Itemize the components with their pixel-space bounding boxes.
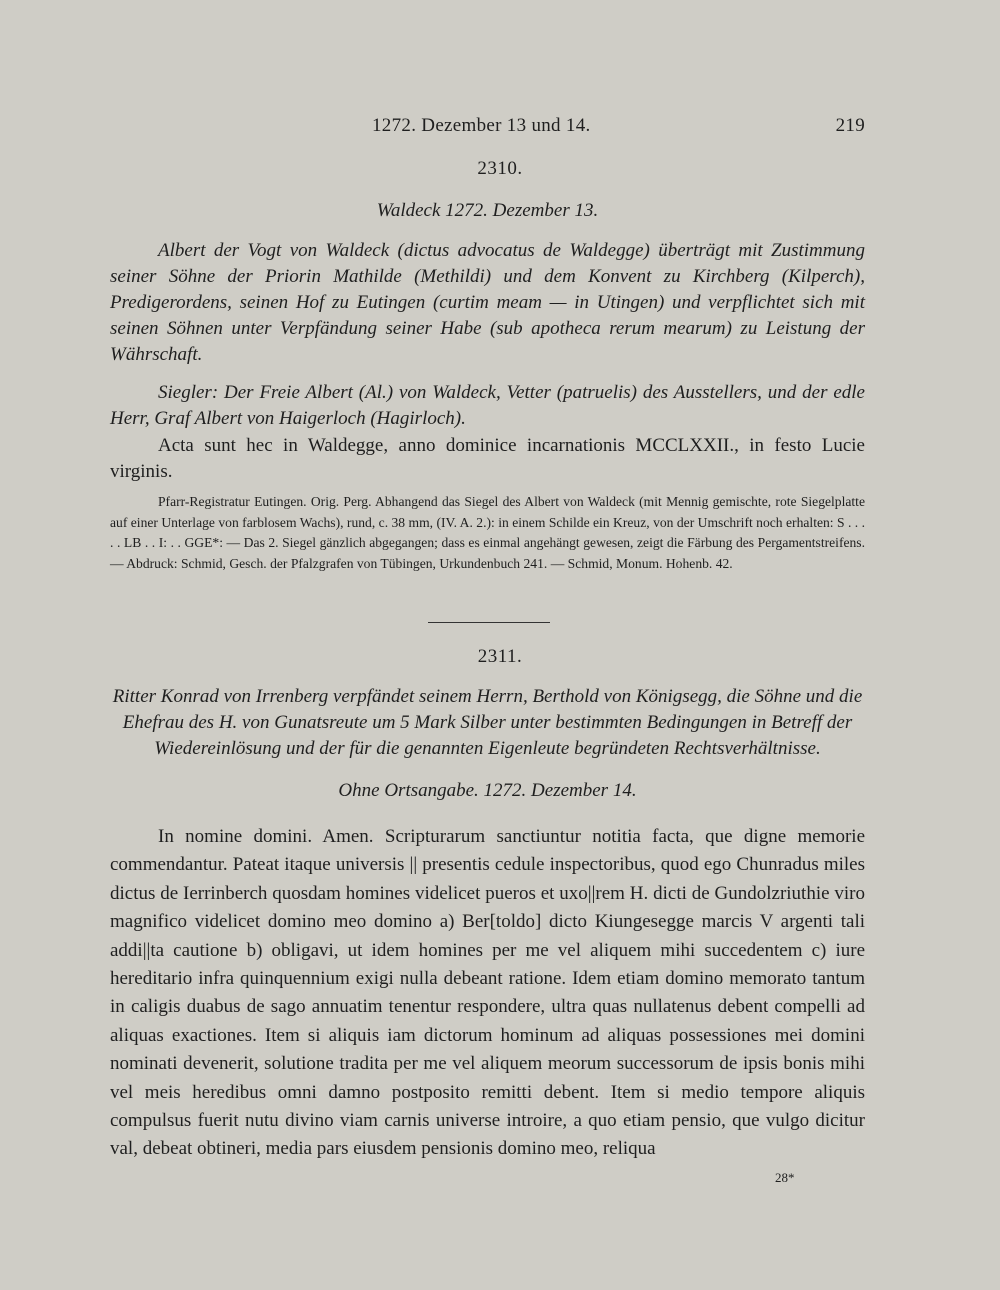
document-text-2311: In nomine domini. Amen. Scripturarum sanctiuntur notitia facta, que digne memorie commendantur. Pateat itaque universis || presentis cedule inspectoribus, quod ego Chunradus miles dictus de Ierrinberch quosdam homines videlicet pueros et uxo||rem H. dicti de Gundolzriuthie viro magnifico videlicet domino meo domino a) Ber[toldo] dicto Kiungesegge marcis V argenti tali addi||ta cautione b) obligavi, ut idem homines per me vel aliquem mihi succedentem c) iure hereditario infra quinquennium exigi nulla debeant ratione. Idem etiam domino memorato tantum in caligis duabus de sago annuatim tenentur respondere, ultra quas nullatenus debent compelli ad aliquas exactiones. Item si aliquis iam dictorum hominum ad aliquas possessiones mei domini nominati devenerit, solutione tradita per me vel aliquem meorum successorum de ipsis bonis mihi vel meis heredibus omni damno postposito remitti debent. Item si medio tempore aliquis compulsus fuerit nutu divino viam carnis universe introire, a quo etiam pensio, que vulgo dicitur val, debeat obtineri, media pars eiusdem pensionis domino meo, reliqua [110, 826, 865, 1160]
summary-2310: Albert der Vogt von Waldeck (dictus advocatus de Waldegge) überträgt mit Zustimmung seiner Söhne der Priorin Mathilde (Methildi) und dem Konvent zu Kirchberg (Kilperch), Predigerordens, seinen Hof zu Eutingen (curtim meam — in Utingen) und verpflichtet sich mit seinen Söhnen unter Verpfändung seiner Habe (sub apotheca rerum mearum) zu Leistung der Währschaft. [110, 240, 865, 365]
summary-2311: Ritter Konrad von Irrenberg verpfändet seinem Herrn, Berthold von Königsegg, die Söhne und die Ehefrau des H. von Gunatsreute um 5 Mark Silber unter bestimmten Bedingungen in Betreff der Wiedereinlösung und der für die genannten Eigenleute begründeten Rechtsverhältnisse. [112, 686, 863, 759]
signature-mark: 28* [775, 1170, 795, 1185]
document-text-2310: Acta sunt hec in Waldegge, anno dominice incarnationis MCCLXXII., in festo Lucie virginis. [110, 435, 865, 482]
page-number: 219 [835, 115, 865, 136]
document-number-2310: 2310. [477, 158, 523, 179]
section-divider [428, 622, 550, 623]
archival-note-2310: Pfarr-Registratur Eutingen. Orig. Perg. Abhangend das Siegel des Albert von Waldeck (mit Mennig gemischte, rote Siegelplatte auf einer Unterlage von farblosem Wachs), rund, c. 38 mm, (IV. A. 2.): in einem Schilde ein Kreuz, von der Umschrift noch erhalten: S . . . . . LB . . I: . . GGE*: — Das 2. Siegel gänzlich abgegangen; dass es einmal angehängt gewesen, zeigt die Färbung des Pergamentstreifens. — Abdruck: Schmid, Gesch. der Pfalzgrafen von Tübingen, Urkundenbuch 241. — Schmid, Monum. Hohenb. 42. [110, 494, 865, 571]
header-date: 1272. Dezember 13 und 14. [372, 115, 591, 136]
place-date-2310: Waldeck 1272. Dezember 13. [376, 200, 599, 221]
place-date-2311: Ohne Ortsangabe. 1272. Dezember 14. [338, 780, 637, 801]
seal-note-2310: Siegler: Der Freie Albert (Al.) von Waldeck, Vetter (patruelis) des Ausstellers, und der edle Herr, Graf Albert von Haigerloch (Hagirloch). [110, 382, 865, 429]
running-header [372, 115, 865, 137]
document-number-2311: 2311. [477, 646, 523, 667]
